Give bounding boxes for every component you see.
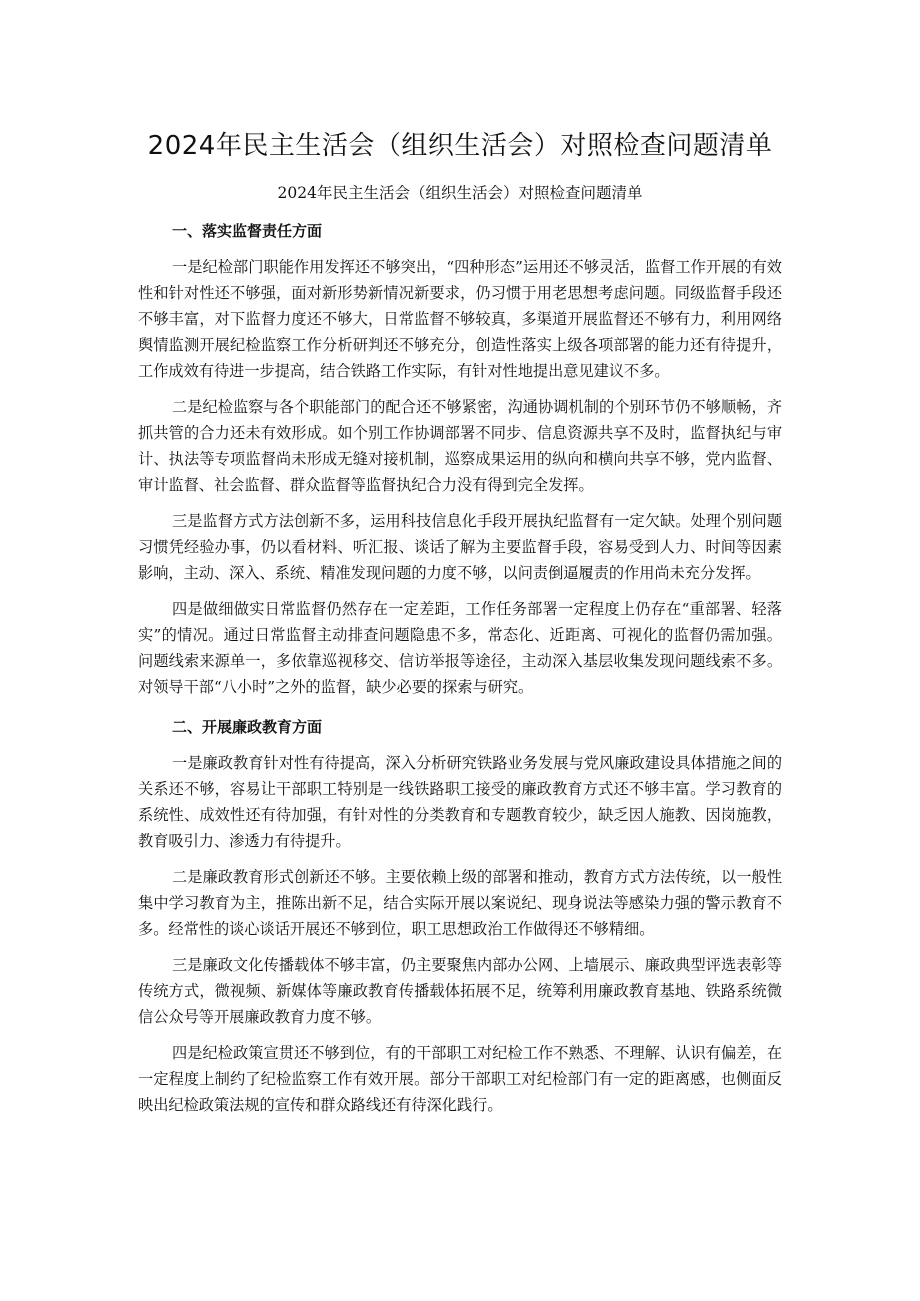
paragraph: 二是廉政教育形式创新还不够。主要依赖上级的部署和推动，教育方式方法传统，以一般性集中学习教育为主，推陈出新不足，结合实际开展以案说纪、现身说法等感染力强的警示教育不多。经常性的谈心谈话开展还不够到位，职工思想政治工作做得还不够精细。 [138,868,782,938]
paragraph: 一是廉政教育针对性有待提高，深入分析研究铁路业务发展与党风廉政建设具体措施之间的关系还不够，容易让干部职工特别是一线铁路职工接受的廉政教育方式还不够丰富。学习教育的系统性、成效性还有待加强，有针对性的分类教育和专题教育较少，缺乏因人施教、因岗施教，教育吸引力、渗透力有待提升。 [138,754,782,850]
paragraph: 三是监督方式方法创新不多，运用科技信息化手段开展执纪监督有一定欠缺。处理个别问题习惯凭经验办事，仍以看材料、听汇报、谈话了解为主要监督手段，容易受到人力、时间等因素影响，主动、深入、系统、精准发现问题的力度不够，以问责倒逼履责的作用尚未充分发挥。 [138,512,782,582]
section-heading: 一、落实监督责任方面 [172,222,323,240]
document-title: 2024年民主生活会（组织生活会）对照检查问题清单 [147,131,773,161]
paragraph: 四是做细做实日常监督仍然存在一定差距，工作任务部署一定程度上仍存在“重部署、轻落实”的情况。通过日常监督主动排查问题隐患不多，常态化、近距离、可视化的监督仍需加强。问题线索来源单一，多依靠巡视移交、信访举报等途径，主动深入基层收集发现问题线索不多。对领导干部“八小时”之外的监督，缺少必要的探索与研究。 [138,600,782,696]
paragraph: 四是纪检政策宣贯还不够到位，有的干部职工对纪检工作不熟悉、不理解、认识有偏差，在一定程度上制约了纪检监察工作有效开展。部分干部职工对纪检部门有一定的距离感，也侧面反映出纪检政策法规的宣传和群众路线还有待深化践行。 [138,1044,782,1114]
paragraph: 三是廉政文化传播载体不够丰富，仍主要聚焦内部办公网、上墙展示、廉政典型评选表彰等传统方式，微视频、新媒体等廉政教育传播载体拓展不足，统筹利用廉政教育基地、铁路系统微信公众号等开展廉政教育力度不够。 [138,956,782,1026]
section-supervision [138,218,782,700]
section-integrity-education [138,714,782,1118]
paragraph: 二是纪检监察与各个职能部门的配合还不够紧密，沟通协调机制的个别环节仍不够顺畅，齐抓共管的合力还未有效形成。如个别工作协调部署不同步、信息资源共享不及时，监督执纪与审计、执法等专项监督尚未形成无缝对接机制，巡察成果运用的纵向和横向共享不够，党内监督、审计监督、社会监督、群众监督等监督执纪合力没有得到完全发挥。 [138,398,782,494]
section-heading: 二、开展廉政教育方面 [172,718,323,736]
document-subtitle: 2024年民主生活会（组织生活会）对照检查问题清单 [277,184,643,202]
paragraph: 一是纪检部门职能作用发挥还不够突出，“四种形态”运用还不够灵活，监督工作开展的有效性和针对性还不够强，面对新形势新情况新要求，仍习惯于用老思想考虑问题。同级监督手段还不够丰富，对下监督力度还不够大，日常监督不够较真，多渠道开展监督还不够有力，利用网络舆情监测开展纪检监察工作分析研判还不够充分，创造性落实上级各项部署的能力还有待提升，工作成效有待进一步提高，结合铁路工作实际，有针对性地提出意见建议不多。 [138,258,782,380]
